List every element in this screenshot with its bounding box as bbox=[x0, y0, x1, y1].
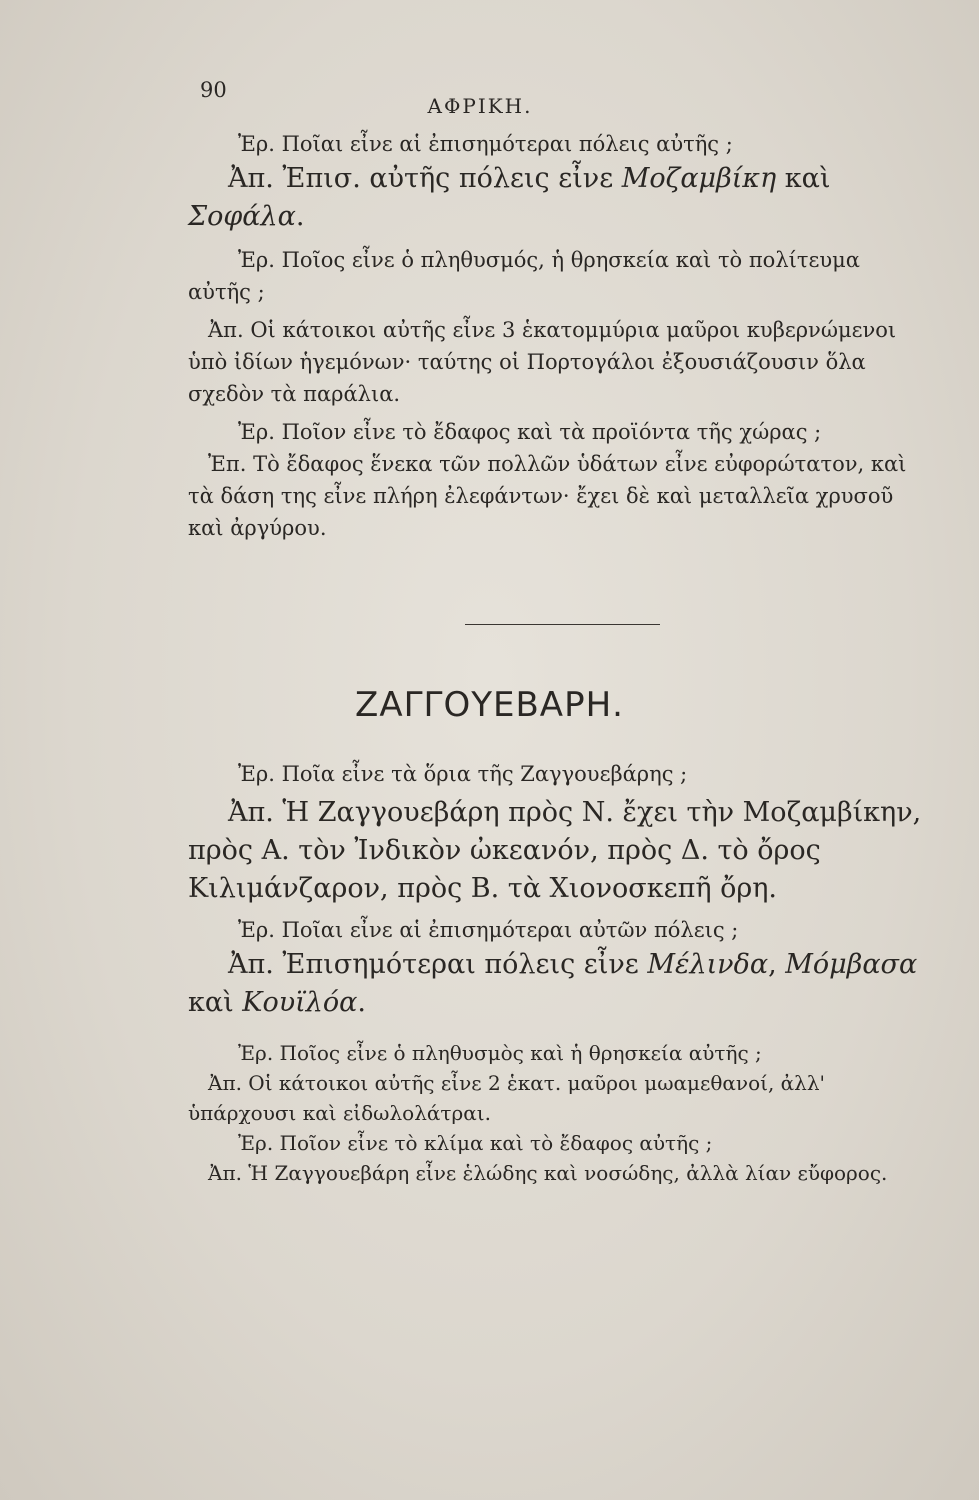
question-1: Ἐρ. Ποῖα εἶνε τὰ ὅρια τῆς Ζαγγουεβάρης ; bbox=[238, 762, 688, 786]
answer-3: Ἐπ. Τὸ ἔδαφος ἕνεκα τῶν πολλῶν ὑδάτων εἶνε εὐφορώτατον, καὶ τὰ δάση της εἶνε πλήρη ἐλεφάντων· ἔχει δὲ καὶ μεταλλεῖα χρυσοῦ καὶ ἀργύρου. bbox=[188, 452, 907, 540]
answer-4: Ἀπ. Ἡ Ζαγγουεβάρη εἶνε ἑλώδης καὶ νοσώδης, ἀλλὰ λίαν εὔφορος. bbox=[208, 1161, 888, 1185]
running-head: ΑΦΡΙΚΗ. bbox=[427, 94, 533, 118]
page-number: 90 bbox=[200, 78, 227, 102]
section-mozambique bbox=[188, 128, 928, 544]
answer-1: Ἀπ. Ἡ Ζαγγουεβάρη πρὸς Ν. ἔχει τὴν Μοζαμβίκην, πρὸς Α. τὸν Ἰνδικὸν ὠκεανόν, πρὸς Δ. τὸ ὄρος Κιλιμάνζαρον, πρὸς Β. τὰ Χιονοσκεπῆ ὄρη. bbox=[188, 797, 922, 904]
section-divider bbox=[465, 624, 660, 625]
answer-2: Ἀπ. Ἐπισημότεραι πόλεις εἶνε Μέλινδα, Μόμβασα καὶ Κουϊλόα. bbox=[188, 949, 918, 1018]
city-name: Κουϊλόα bbox=[242, 987, 358, 1018]
question-2: Ἐρ. Ποῖαι εἶνε αἱ ἐπισημότεραι αὐτῶν πόλεις ; bbox=[238, 918, 739, 942]
city-name: Σοφάλα bbox=[188, 201, 296, 232]
city-name: Μοζαμβίκη bbox=[621, 163, 777, 194]
question-2: Ἐρ. Ποῖος εἶνε ὁ πληθυσμός, ἡ θρησκεία καὶ τὸ πολίτευμα αὐτῆς ; bbox=[188, 248, 860, 304]
section-zanzibar bbox=[188, 758, 928, 1188]
page-header bbox=[200, 78, 920, 118]
city-name: Μόμβασα bbox=[785, 949, 918, 980]
answer-1: Ἀπ. Ἐπισ. αὐτῆς πόλεις εἶνε Μοζαμβίκη καὶ Σοφάλα. bbox=[188, 163, 831, 232]
question-3: Ἐρ. Ποῖον εἶνε τὸ ἔδαφος καὶ τὰ προϊόντα τῆς χώρας ; bbox=[238, 420, 822, 444]
answer-2: Ἀπ. Οἱ κάτοικοι αὐτῆς εἶνε 3 ἑκατομμύρια μαῦροι κυβερνώμενοι ὑπὸ ἰδίων ἡγεμόνων· ταύτης οἱ Πορτογάλοι ἐξουσιάζουσιν ὅλα σχεδὸν τὰ παράλια. bbox=[188, 318, 897, 406]
question-1: Ἐρ. Ποῖαι εἶνε αἱ ἐπισημότεραι πόλεις αὐτῆς ; bbox=[238, 132, 733, 156]
question-3: Ἐρ. Ποῖος εἶνε ὁ πληθυσμὸς καὶ ἡ θρησκεία αὐτῆς ; bbox=[238, 1041, 762, 1065]
answer-3: Ἀπ. Οἱ κάτοικοι αὐτῆς εἶνε 2 ἑκατ. μαῦροι μωαμεθανοί, ἀλλ' ὑπάρχουσι καὶ εἰδωλολάτραι. bbox=[188, 1071, 826, 1125]
city-name: Μέλινδα bbox=[647, 949, 769, 980]
section-title: ΖΑΓΓΟΥΕΒΑΡΗ. bbox=[355, 685, 624, 725]
question-4: Ἐρ. Ποῖον εἶνε τὸ κλίμα καὶ τὸ ἔδαφος αὐτῆς ; bbox=[238, 1131, 713, 1155]
